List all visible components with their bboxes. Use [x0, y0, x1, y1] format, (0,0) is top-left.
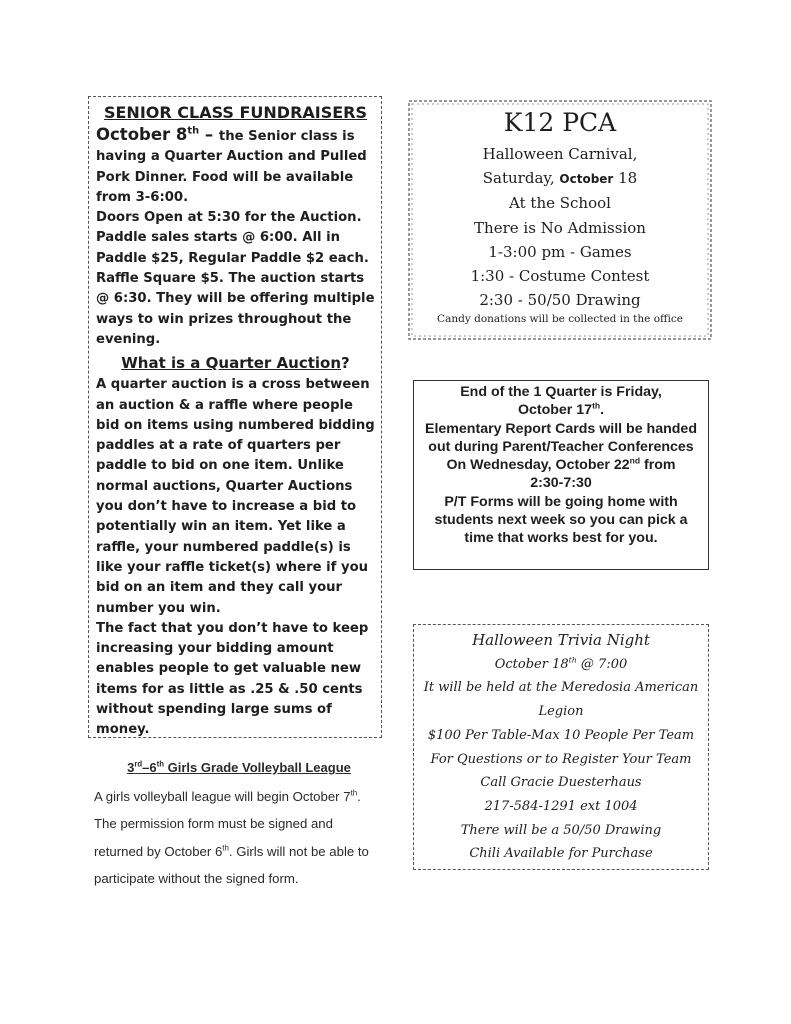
volleyball-title	[94, 756, 384, 780]
quarter-auction-heading-text: What is a Quarter Auction	[121, 354, 342, 373]
senior-fundraiser-box	[88, 96, 382, 738]
quarter-auction-heading-mark: ?	[341, 354, 350, 373]
pca-date-day: Saturday,	[482, 169, 560, 188]
pca-date-month: October	[559, 172, 614, 187]
volleyball-title-sup2: th	[156, 759, 164, 769]
trivia-chili: Chili Available for Purchase	[469, 846, 653, 862]
quarter-line4-text: On Wednesday, October 22	[446, 457, 630, 474]
pca-carnival-box	[406, 98, 714, 342]
quarter-line4	[418, 456, 704, 474]
pca-games: 1-3:00 pm - Games	[488, 242, 632, 261]
quarter-auction-heading	[96, 352, 375, 374]
volleyball-title-a: 3	[127, 760, 135, 775]
trivia-phone: 217-584-1291 ext 1004	[484, 798, 638, 814]
pca-location: At the School	[509, 194, 611, 213]
pca-drawing: 2:30 - 50/50 Drawing	[479, 291, 641, 310]
quarter-line4-sup: nd	[629, 455, 641, 466]
quarter-line2-text: October 17	[517, 402, 593, 419]
trivia-date-text: October 18	[494, 656, 569, 672]
quarter-auction-fact: The fact that you don’t have to keep increasing your bidding amount enables people to get valuable new items for as little as .25 & .50 cents without spending large sums of money.	[96, 620, 369, 738]
trivia-questions: For Questions or to Register Your Team	[430, 751, 692, 767]
trivia-date-sup: th	[568, 655, 577, 665]
quarter-line2	[418, 401, 704, 419]
quarter-line6: P/T Forms will be going home with students next week so you can pick a time that works best for you.	[434, 493, 688, 547]
quarter-auction-explanation: A quarter auction is a cross between an auction & a raffle where people bid on items using numbered bidding paddles at a rate of quarters per paddle to bid on one item. Unlike normal auctions, Quarter Auctions you don’t have to increase a bid to potentially win an item. Yet like a raffle, your numbered paddle(s) is like your raffle ticket(s) where if you bid on an item and they call your number you win.	[96, 377, 375, 616]
pca-admission: There is No Admission	[474, 218, 646, 237]
trivia-date	[418, 653, 704, 677]
senior-date	[96, 125, 219, 144]
quarter-end-box	[413, 380, 709, 570]
volleyball-body-sup1: th	[350, 788, 358, 798]
trivia-date-time: @ 7:00	[576, 656, 628, 672]
senior-intro	[96, 125, 375, 208]
trivia-contact: Call Gracie Duesterhaus	[480, 775, 642, 791]
volleyball-body	[94, 783, 384, 892]
trivia-night-box	[413, 624, 709, 870]
trivia-drawing: There will be a 50/50 Drawing	[460, 822, 662, 838]
senior-details: Doors Open at 5:30 for the Auction. Paddle sales starts @ 6:00. All in Paddle $25, Regular Paddle $2 each. Raffle Square $5. The auction starts @ 6:30. They will be offering multiple ways to win prizes throughout the evening.	[96, 210, 375, 347]
quarter-line2-end: .	[600, 402, 605, 419]
senior-date-dash: –	[199, 125, 219, 144]
volleyball-body-b: . The permission form must be signed and returned by October 6	[94, 789, 361, 859]
quarter-line5: 2:30-7:30	[530, 475, 592, 492]
senior-date-sup: th	[187, 125, 200, 137]
senior-intro-text: the Senior class is having a Quarter Auction and Pulled Pork Dinner. Food will be available from 3-6:00.	[96, 129, 367, 205]
trivia-location: It will be held at the Meredosia American Legion	[423, 680, 699, 720]
volleyball-section	[94, 756, 384, 892]
senior-date-text: October 8	[96, 125, 188, 144]
senior-title: SENIOR CLASS FUNDRAISERS	[103, 103, 368, 122]
volleyball-body-c: . Girls will not be able to participate without the signed form.	[94, 843, 369, 886]
volleyball-title-b: –6	[142, 760, 157, 775]
pca-note: Candy donations will be collected in the office	[437, 313, 683, 326]
trivia-title: Halloween Trivia Night	[472, 631, 650, 649]
pca-title: K12 PCA	[503, 108, 617, 137]
quarter-line2-sup: th	[592, 400, 601, 411]
pca-costume: 1:30 - Costume Contest	[470, 267, 650, 286]
pca-date	[412, 166, 708, 191]
quarter-line4-end: from	[640, 457, 676, 474]
quarter-line1: End of the 1 Quarter is Friday,	[460, 384, 662, 400]
volleyball-title-c: Girls Grade Volleyball League	[163, 760, 351, 775]
trivia-price: $100 Per Table-Max 10 People Per Team	[427, 727, 695, 743]
pca-date-num: 18	[613, 169, 638, 188]
volleyball-title-sup1: rd	[134, 759, 143, 769]
volleyball-body-sup2: th	[222, 843, 229, 853]
pca-event: Halloween Carnival,	[482, 145, 638, 163]
volleyball-body-a: A girls volleyball league will begin October 7	[94, 789, 351, 804]
quarter-line3: Elementary Report Cards will be handed out during Parent/Teacher Conferences	[425, 420, 697, 455]
